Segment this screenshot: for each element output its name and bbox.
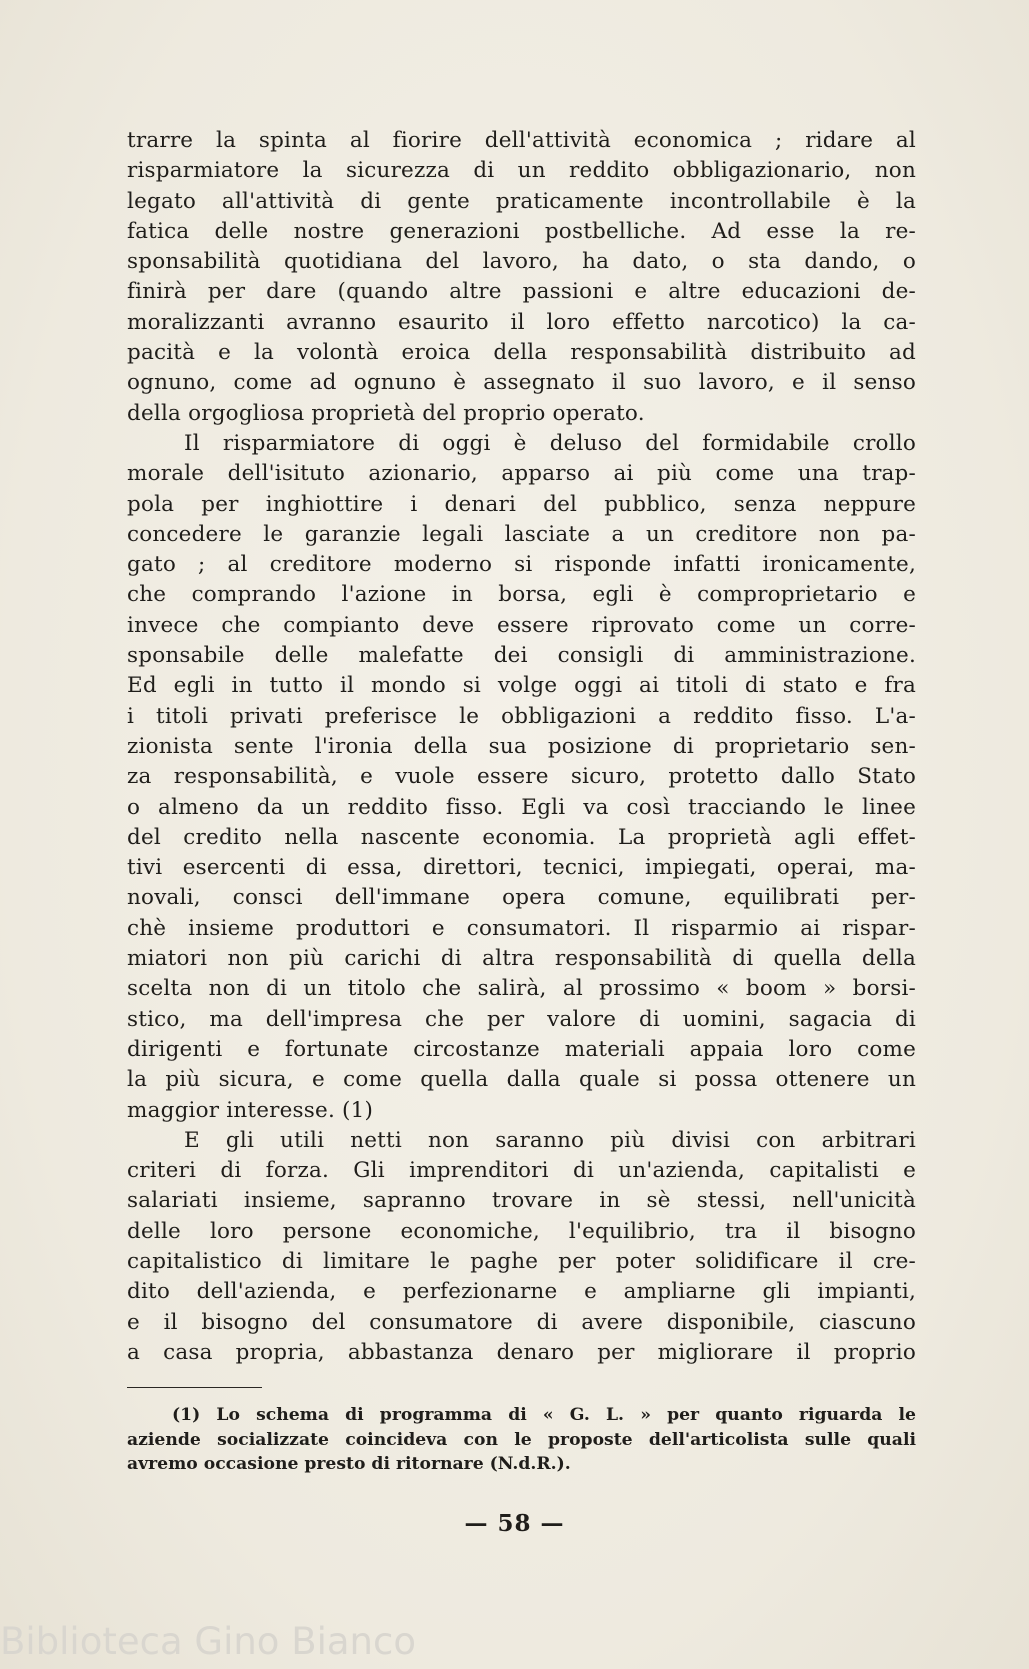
body-line: scelta non di un titolo che salirà, al prossimo « boom » borsi- — [127, 976, 916, 1002]
body-line: salariati insieme, sapranno trovare in sè stessi, nell'unicità — [127, 1188, 916, 1214]
body-line: concedere le garanzie legali lasciate a un creditore non pa- — [127, 521, 916, 547]
body-line: zionista sente l'ironia della sua posizione di proprietario sen- — [127, 733, 916, 759]
body-line: moralizzanti avranno esaurito il loro effetto narcotico) la ca- — [127, 309, 916, 335]
body-line: che comprando l'azione in borsa, egli è comproprietario e — [127, 582, 916, 608]
footnote-divider — [127, 1387, 262, 1388]
body-line: stico, ma dell'impresa che per valore di uomini, sagacia di — [127, 1006, 916, 1032]
footnote — [127, 1403, 916, 1477]
body-line: sponsabile delle malefatte dei consigli di amministrazione. — [127, 643, 916, 669]
body-line: za responsabilità, e vuole essere sicuro, protetto dallo Stato — [127, 764, 916, 790]
footnote-line: (1) Lo schema di programma di « G. L. » per quanto riguarda le — [172, 1405, 916, 1425]
body-line: pacità e la volontà eroica della responsabilità distribuito ad — [127, 340, 916, 366]
body-line: dito dell'azienda, e perfezionarne e ampliarne gli impianti, — [127, 1279, 916, 1305]
body-line: finirà per dare (quando altre passioni e altre educazioni de- — [127, 279, 916, 305]
body-line: risparmiatore la sicurezza di un reddito obbligazionario, non — [127, 158, 916, 184]
body-line: gato ; al creditore moderno si risponde infatti ironicamente, — [127, 552, 916, 578]
body-line: Ed egli in tutto il mondo si volge oggi ai titoli di stato e fra — [127, 673, 916, 699]
body-line: dirigenti e fortunate circostanze materiali appaia loro come — [127, 1036, 916, 1062]
footnote-line: avremo occasione presto di ritornare (N.d.R.). — [127, 1454, 571, 1474]
page-number: — 58 — — [464, 1510, 565, 1537]
footnote-line: aziende socializzate coincideva con le proposte dell'articolista sulle quali — [127, 1429, 916, 1450]
body-line: ognuno, come ad ognuno è assegnato il suo lavoro, e il senso — [127, 370, 916, 396]
body-line: i titoli privati preferisce le obbligazioni a reddito fisso. L'a- — [127, 703, 916, 729]
body-line: criteri di forza. Gli imprenditori di un'azienda, capitalisti e — [127, 1158, 916, 1184]
body-line: capitalistico di limitare le paghe per poter solidificare il cre- — [127, 1248, 916, 1274]
paragraph-start-line: E gli utili netti non saranno più divisi con arbitrari — [184, 1127, 916, 1153]
body-line: novali, consci dell'immane opera comune, equilibrati per- — [127, 885, 916, 911]
body-line: miatori non più carichi di altra responsabilità di quella della — [127, 946, 916, 972]
body-line: chè insieme produttori e consumatori. Il risparmio ai rispar- — [127, 915, 916, 941]
paragraph-start-line: Il risparmiatore di oggi è deluso del formidabile crollo — [184, 430, 916, 456]
body-line: e il bisogno del consumatore di avere disponibile, ciascuno — [127, 1309, 916, 1335]
body-line: invece che compianto deve essere riprovato come un corre- — [127, 612, 916, 638]
body-line: del credito nella nascente economia. La proprietà agli effet- — [127, 824, 916, 850]
body-line: delle loro persone economiche, l'equilibrio, tra il bisogno — [127, 1218, 916, 1244]
body-line: della orgogliosa proprietà del proprio operato. — [127, 400, 645, 426]
watermark: Biblioteca Gino Bianco — [0, 1620, 416, 1663]
body-line: pola per inghiottire i denari del pubblico, senza neppure — [127, 491, 916, 517]
body-line: a casa propria, abbastanza denaro per migliorare il proprio — [127, 1339, 916, 1365]
body-text — [127, 126, 916, 1368]
body-line: legato all'attività di gente praticamente incontrollabile è la — [127, 188, 916, 214]
body-line: la più sicura, e come quella dalla quale si possa ottenere un — [127, 1067, 916, 1093]
body-line: sponsabilità quotidiana del lavoro, ha dato, o sta dando, o — [127, 249, 916, 275]
body-line: morale dell'isituto azionario, apparso ai più come una trap- — [127, 461, 916, 487]
body-line: fatica delle nostre generazioni postbelliche. Ad esse la re- — [127, 218, 916, 244]
body-line: trarre la spinta al fiorire dell'attività economica ; ridare al — [127, 128, 916, 153]
body-line: o almeno da un reddito fisso. Egli va così tracciando le linee — [127, 794, 916, 820]
body-line: tivi esercenti di essa, direttori, tecnici, impiegati, operai, ma- — [127, 855, 916, 881]
body-line: maggior interesse. (1) — [127, 1097, 374, 1123]
